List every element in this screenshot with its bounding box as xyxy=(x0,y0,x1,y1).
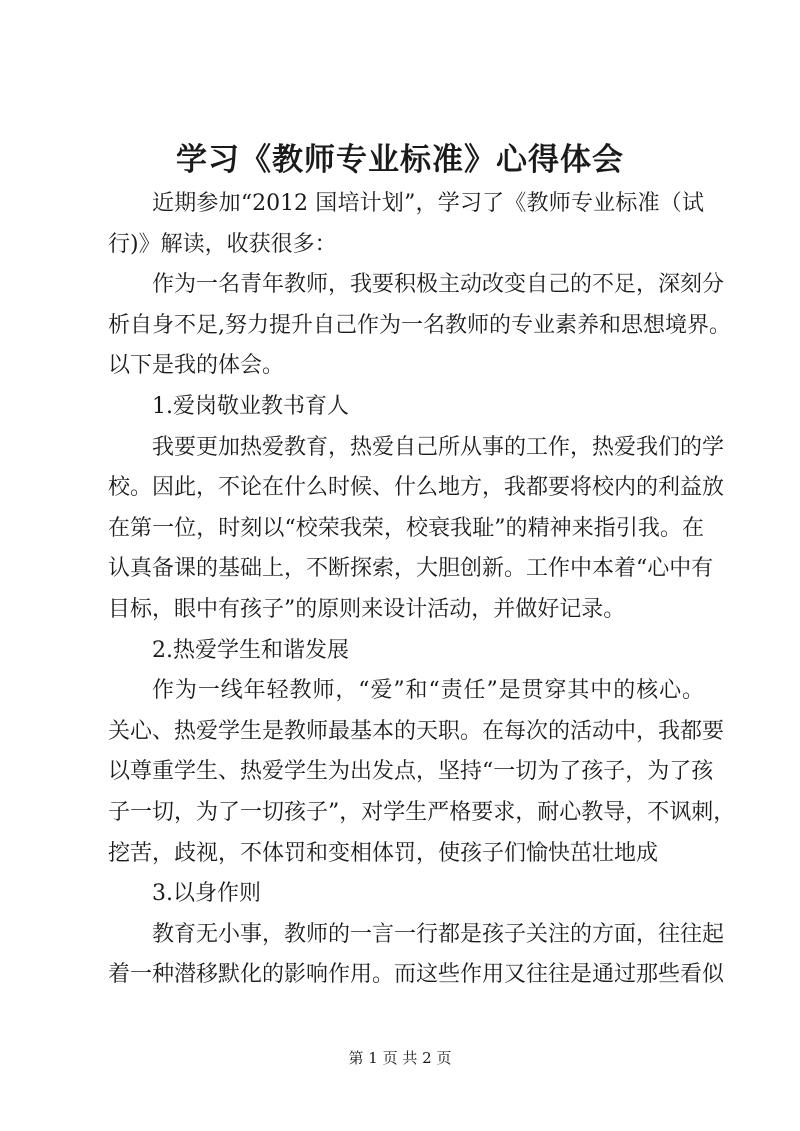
paragraph-line: 作为一名青年教师，我要积极主动改变自己的不足，深刻分 xyxy=(152,272,725,298)
document-title: 学习《教师专业标准》心得体会 xyxy=(176,142,624,178)
paragraph-line: 教育无小事，教师的一言一行都是孩子关注的方面，往往起 xyxy=(152,921,725,947)
section-heading: 2.热爱学生和谐发展 xyxy=(152,637,349,663)
paragraph-line: 在第一位，时刻以“校荣我荣，校衰我耻”的精神来指引我。在 xyxy=(108,515,704,541)
paragraph-line: 析自身不足,努力提升自己作为一名教师的专业素养和思想境界。 xyxy=(108,312,731,338)
section-heading: 1.爱岗敬业教书育人 xyxy=(152,393,349,419)
paragraph-line: 以尊重学生、热爱学生为出发点，坚持“一切为了孩子，为了孩 xyxy=(108,759,714,785)
paragraph-line: 着一种潜移默化的影响作用。而这些作用又往往是通过那些看似 xyxy=(108,962,725,988)
paragraph-line: 子一切，为了一切孩子”，对学生严格要求，耐心教导，不讽刺， xyxy=(108,799,736,825)
paragraph-line: 近期参加“2012 国培计划”，学习了《教师专业标准（试 xyxy=(152,191,704,216)
paragraph-line: 行)》解读，收获很多： xyxy=(108,231,337,257)
paragraph-line: 挖苦，歧视，不体罚和变相体罚，使孩子们愉快茁壮地成 xyxy=(108,840,659,866)
paragraph-line: 目标，眼中有孩子”的原则来设计活动，并做好记录。 xyxy=(108,596,626,622)
paragraph-line: 以下是我的体会。 xyxy=(108,353,285,379)
section-heading: 3.以身作则 xyxy=(152,881,261,907)
document-body xyxy=(108,184,736,996)
page-footer: 第 1 页 共 2 页 xyxy=(348,1049,452,1067)
paragraph-line: 校。因此，不论在什么时候、什么地方，我都要将校内的利益放 xyxy=(108,475,725,501)
paragraph-line: 作为一线年轻教师，“爱”和“责任”是贯穿其中的核心。 xyxy=(152,678,704,704)
paragraph-line: 关心、热爱学生是教师最基本的天职。在每次的活动中，我都要 xyxy=(108,718,725,744)
paragraph-line: 认真备课的基础上，不断探索，大胆创新。工作中本着“心中有 xyxy=(108,556,714,582)
paragraph-line: 我要更加热爱教育，热爱自己所从事的工作，热爱我们的学 xyxy=(152,434,725,460)
